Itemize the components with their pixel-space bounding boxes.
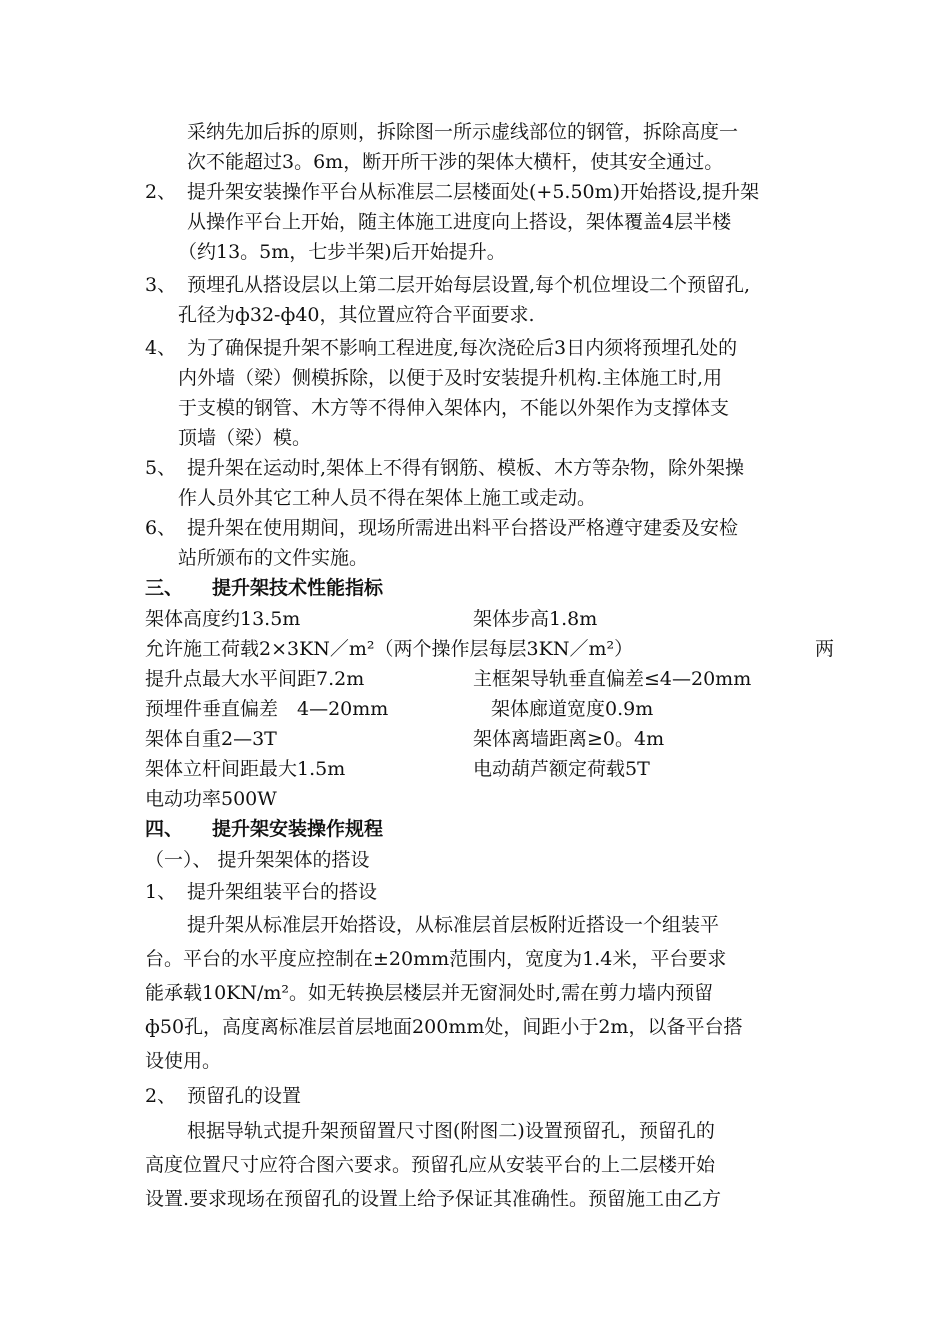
spec-guide-rail-deviation: 主框架导轨垂直偏差≤4—20mm xyxy=(473,668,752,690)
para-1-line-4: ф50孔，高度离标准层首层地面200mm处，间距小于2m，以备平台搭 xyxy=(145,1016,743,1038)
spec-corridor-width: 架体廊道宽度0.9m xyxy=(491,698,654,720)
para-1-line-2: 台。平台的水平度应控制在±20mm范围内，宽度为1.4米，平台要求 xyxy=(145,948,727,970)
item-5-number: 5、 xyxy=(145,457,177,479)
para-2-line-2: 高度位置尺寸应符合图六要求。预留孔应从安装平台的上二层楼开始 xyxy=(145,1154,716,1176)
intro-line-1: 采纳先加后拆的原则，拆除图一所示虚线部位的钢管，拆除高度一 xyxy=(187,121,739,143)
item-4-number: 4、 xyxy=(145,337,177,359)
para-1-line-1: 提升架从标准层开始搭设，从标准层首层板附近搭设一个组装平 xyxy=(187,914,720,936)
spec-self-weight: 架体自重2—3T xyxy=(145,728,277,750)
item-4-line-1: 为了确保提升架不影响工程进度,每次浇砼后3日内须将预埋孔处的 xyxy=(187,337,738,359)
item-5-line-1: 提升架在运动时,架体上不得有钢筋、模板、木方等杂物，除外架操 xyxy=(187,457,745,479)
section-4-number: 四、 xyxy=(145,818,184,840)
spec-pole-spacing: 架体立杆间距最大1.5m xyxy=(145,758,346,780)
item-5-line-2: 作人员外其它工种人员不得在架体上施工或走动。 xyxy=(178,487,597,509)
item-2-number: 2、 xyxy=(145,181,177,203)
para-2-number: 2、 xyxy=(145,1085,177,1107)
spec-hoist-load: 电动葫芦额定荷载5T xyxy=(473,758,650,780)
item-3-line-2: 孔径为ф32-ф40，其位置应符合平面要求. xyxy=(178,304,535,326)
para-1-line-5: 设使用。 xyxy=(145,1050,222,1072)
para-1-title: 提升架组装平台的搭设 xyxy=(187,881,378,903)
item-4-line-2: 内外墙（梁）侧模拆除，以便于及时安装提升机构.主体施工时,用 xyxy=(178,367,723,389)
para-1-line-3: 能承载10KN/m²。如无转换层楼层并无窗洞处时,需在剪力墙内预留 xyxy=(145,982,714,1004)
spec-step-height: 架体步高1.8m xyxy=(473,608,598,630)
spec-lift-point-spacing: 提升点最大水平间距7.2m xyxy=(145,668,365,690)
spec-frame-height: 架体高度约13.5m xyxy=(145,608,301,630)
item-4-line-3: 于支模的钢管、木方等不得伸入架体内，不能以外架作为支撑体支 xyxy=(178,397,730,419)
para-2-title: 预留孔的设置 xyxy=(187,1085,302,1107)
para-1-number: 1、 xyxy=(145,881,177,903)
spec-allowed-load: 允许施工荷载2×3KN／m²（两个操作层每层3KN／m²） xyxy=(145,638,634,660)
item-2-line-3: （约13。5m，七步半架)后开始提升。 xyxy=(178,241,506,263)
item-4-line-4: 顶墙（梁）模。 xyxy=(178,427,312,449)
subsection-1-title: （一）、 提升架架体的搭设 xyxy=(145,849,370,871)
intro-line-2: 次不能超过3。6m，断开所干涉的架体大横杆，使其安全通过。 xyxy=(187,151,724,173)
item-3-number: 3、 xyxy=(145,274,177,296)
item-2-line-1: 提升架安装操作平台从标准层二层楼面处(+5.50m)开始搭设,提升架 xyxy=(187,181,760,203)
spec-allowed-load-tail: 两 xyxy=(815,638,835,660)
item-6-line-1: 提升架在使用期间，现场所需进出料平台搭设严格遵守建委及安检 xyxy=(187,517,739,539)
item-3-line-1: 预埋孔从搭设层以上第二层开始每层设置,每个机位埋设二个预留孔, xyxy=(187,274,751,296)
spec-wall-distance: 架体离墙距离≥0。4m xyxy=(473,728,665,750)
section-4-title: 提升架安装操作规程 xyxy=(212,818,384,840)
item-6-number: 6、 xyxy=(145,517,177,539)
item-6-line-2: 站所颁布的文件实施。 xyxy=(178,547,369,569)
section-3-number: 三、 xyxy=(145,577,184,599)
para-2-line-3: 设置.要求现场在预留孔的设置上给予保证其准确性。预留施工由乙方 xyxy=(145,1188,722,1210)
section-3-title: 提升架技术性能指标 xyxy=(212,577,384,599)
item-2-line-2: 从操作平台上开始，随主体施工进度向上搭设，架体覆盖4层半楼 xyxy=(187,211,732,233)
para-2-line-1: 根据导轨式提升架预留置尺寸图(附图二)设置预留孔，预留孔的 xyxy=(187,1120,715,1142)
spec-motor-power: 电动功率500W xyxy=(145,788,277,810)
spec-embedded-deviation: 预埋件垂直偏差 4—20mm xyxy=(145,698,389,720)
